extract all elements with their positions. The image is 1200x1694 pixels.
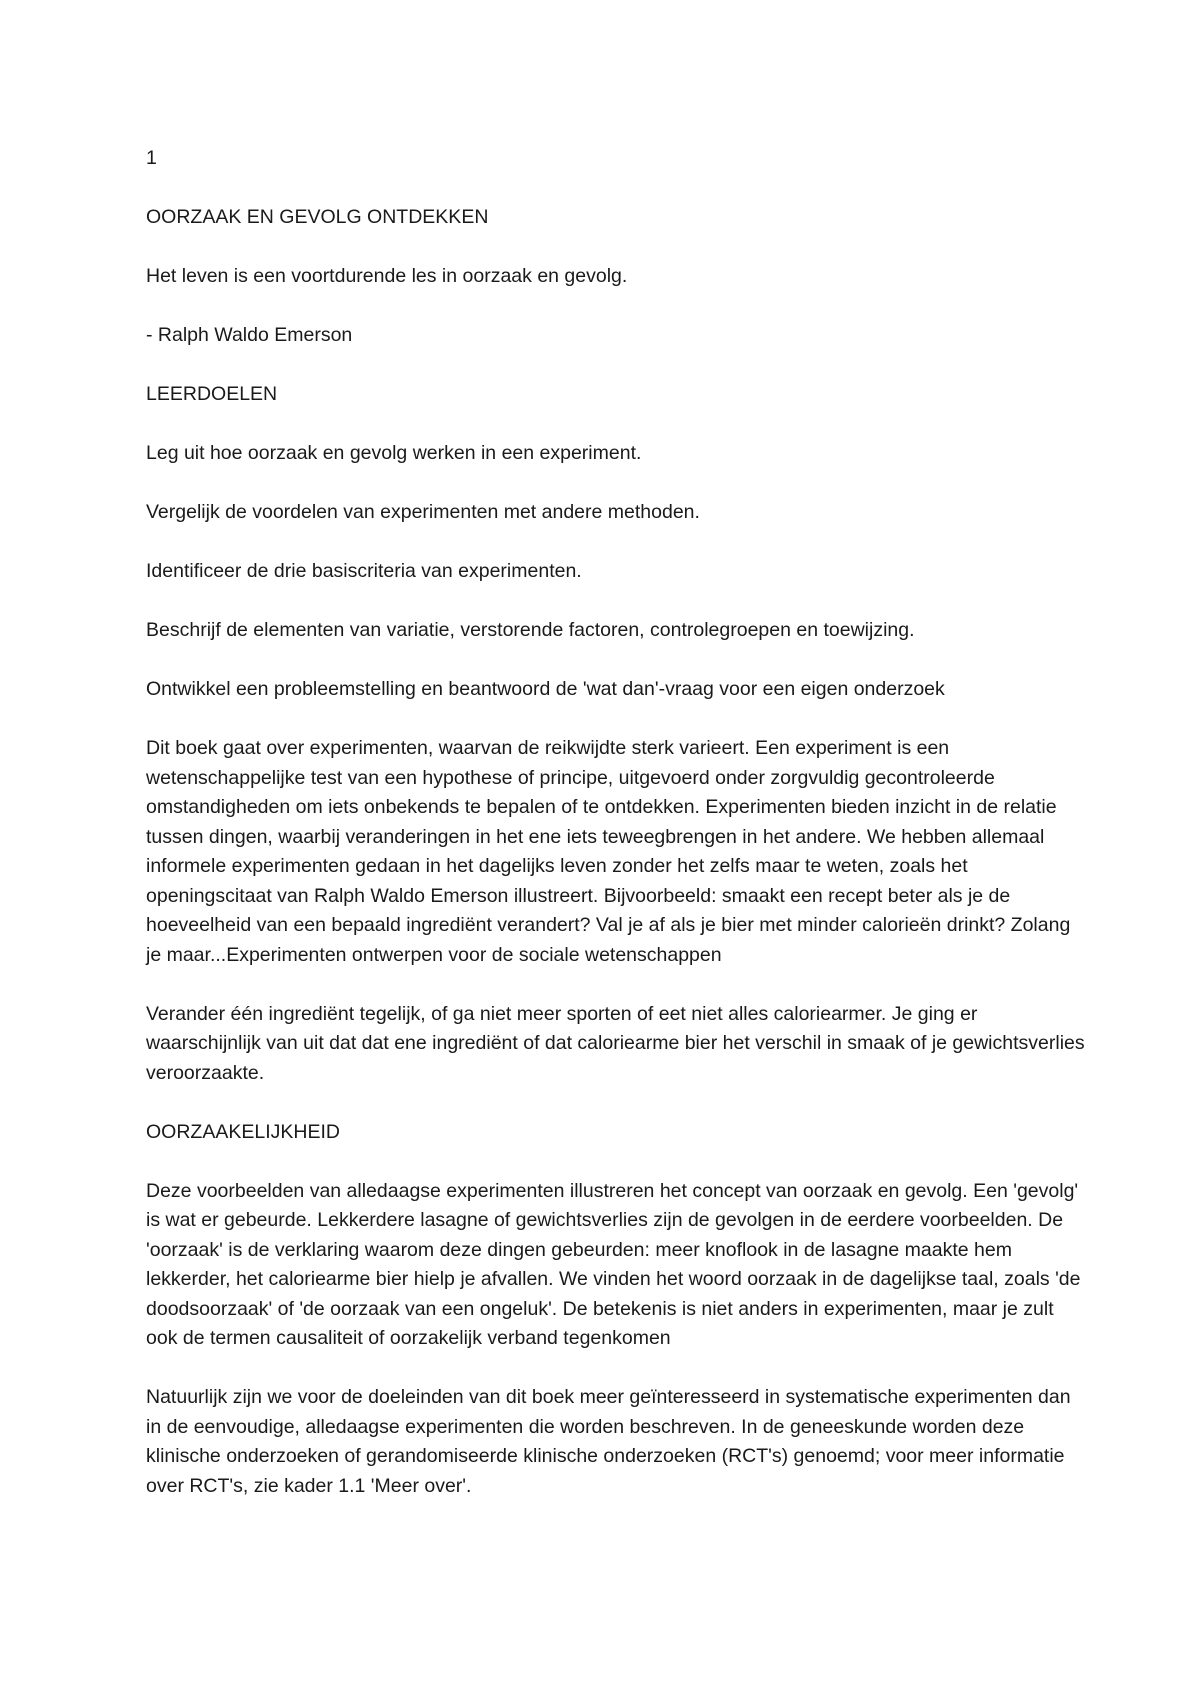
objective-item: Identificeer de drie basiscriteria van experimenten. (146, 560, 582, 582)
chapter-title: OORZAAK EN GEVOLG ONTDEKKEN (146, 206, 489, 228)
document-page (146, 144, 1086, 1501)
body-paragraph: Natuurlijk zijn we voor de doeleinden van dit boek meer geïnteresseerd in systematische experimenten dan in de eenvoudige, alledaagse experimenten die worden beschreven. In de geneeskunde worden deze klinische onderzoeken of gerandomiseerde klinische onderzoeken (RCT's) genoemd; voor meer informatie over RCT's, zie kader 1.1 'Meer over'. (146, 1386, 1071, 1497)
objective-item: Beschrijf de elementen van variatie, verstorende factoren, controlegroepen en toewijzing. (146, 619, 915, 641)
body-paragraph: Verander één ingrediënt tegelijk, of ga niet meer sporten of eet niet alles caloriearmer. Je ging er waarschijnlijk van uit dat dat ene ingrediënt of dat caloriearme bier het verschil in smaak of je gewichtsverlies veroorzaakte. (146, 1002, 1085, 1084)
section-heading: OORZAAKELIJKHEID (146, 1120, 340, 1143)
body-paragraph: Dit boek gaat over experimenten, waarvan de reikwijdte sterk varieert. Een experiment is een wetenschappelijke test van een hypothese of principe, uitgevoerd onder zorgvuldig gecontroleerde omstandigheden om iets onbekends te bepalen of te ontdekken. Experimenten bieden inzicht in de relatie tussen dingen, waarbij veranderingen in het ene iets teweegbrengen in het andere. We hebben allemaal informele experimenten gedaan in het dagelijks leven zonder het zelfs maar te weten, zoals het openingscitaat van Ralph Waldo Emerson illustreert. Bijvoorbeeld: smaakt een recept beter als je de hoeveelheid van een bepaald ingrediënt verandert? Val je af als je bier met minder calorieën drinkt? Zolang je maar...Experimenten ontwerpen voor de sociale wetenschappen (146, 737, 1071, 966)
page-number: 1 (146, 147, 157, 169)
epigraph-author: - Ralph Waldo Emerson (146, 324, 353, 346)
epigraph-quote: Het leven is een voortdurende les in oorzaak en gevolg. (146, 265, 628, 287)
body-paragraph: Deze voorbeelden van alledaagse experimenten illustreren het concept van oorzaak en gevolg. Een 'gevolg' is wat er gebeurde. Lekkerdere lasagne of gewichtsverlies zijn de gevolgen in de eerdere voorbeelden. De 'oorzaak' is de verklaring waarom deze dingen gebeurden: meer knoflook in de lasagne maakte hem lekkerder, het caloriearme bier hielp je afvallen. We vinden het woord oorzaak in de dagelijkse taal, zoals 'de doodsoorzaak' of 'de oorzaak van een ongeluk'. De betekenis is niet anders in experimenten, maar je zult ook de termen causaliteit of oorzakelijk verband tegenkomen (146, 1179, 1081, 1349)
objectives-heading: LEERDOELEN (146, 383, 278, 405)
objective-item: Leg uit hoe oorzaak en gevolg werken in een experiment. (146, 442, 642, 464)
objective-item: Ontwikkel een probleemstelling en beantwoord de 'wat dan'-vraag voor een eigen onderzoek (146, 678, 945, 700)
objective-item: Vergelijk de voordelen van experimenten met andere methoden. (146, 501, 700, 523)
